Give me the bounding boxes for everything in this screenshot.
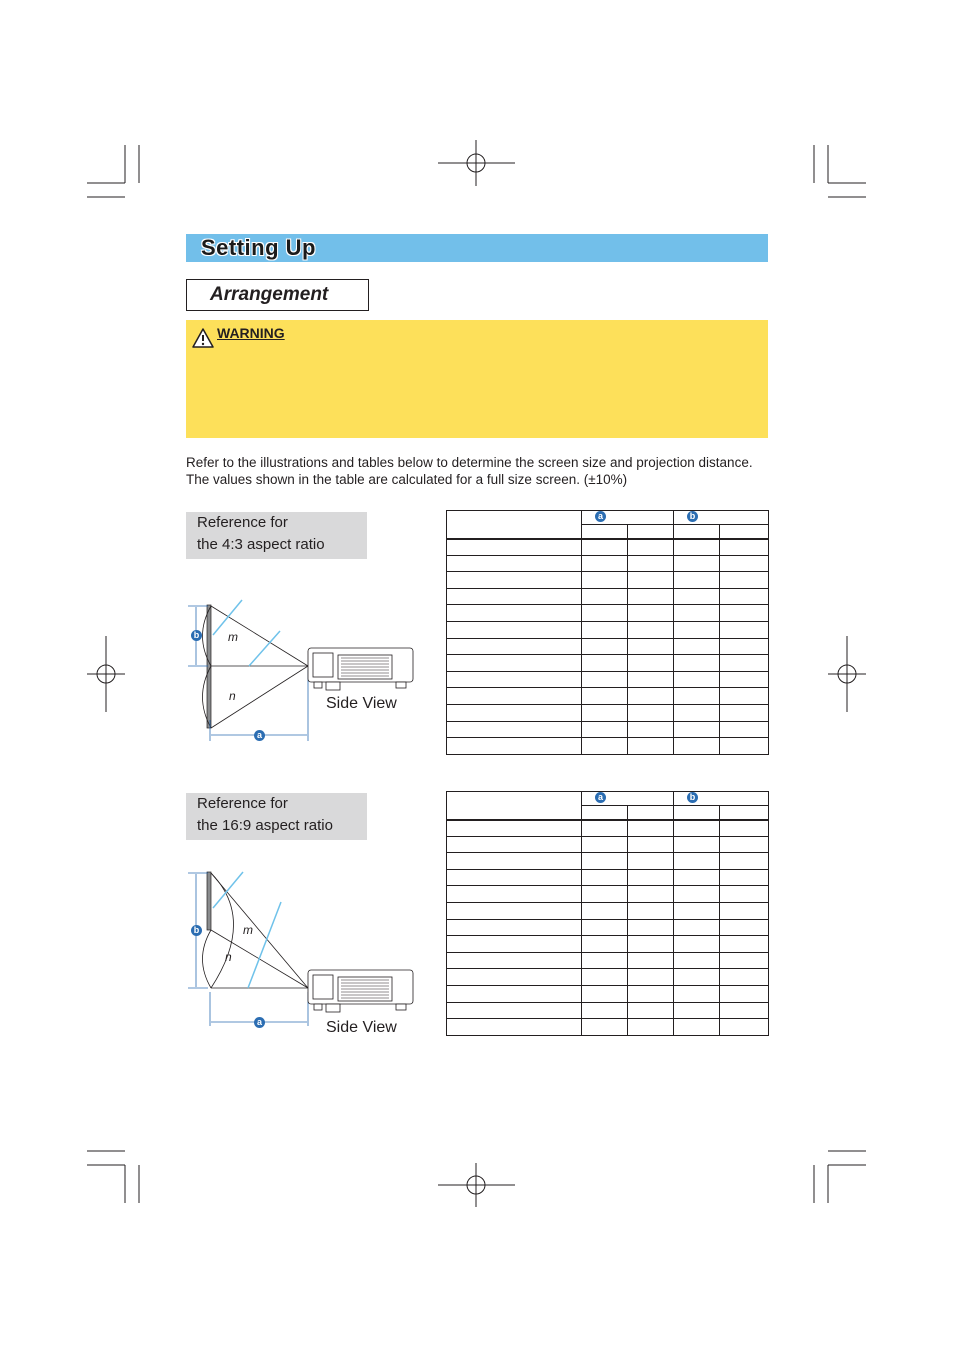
table-cell [674, 886, 720, 903]
page-title: Setting Up [201, 235, 316, 260]
table-cell [674, 853, 720, 870]
warning-box [186, 320, 768, 438]
table-row [447, 853, 769, 870]
side-view-diagram-169 [186, 864, 421, 1029]
table-cell [720, 836, 769, 853]
table-row [447, 621, 769, 638]
projection-table-43-body [447, 511, 769, 755]
table-row [447, 902, 769, 919]
warning-triangle-icon [192, 328, 214, 348]
table-cell [447, 985, 582, 1002]
table-row [447, 588, 769, 605]
table-cell [674, 605, 720, 622]
table-cell [720, 704, 769, 721]
table-cell [628, 886, 674, 903]
reference-43-line2: the 4:3 aspect ratio [197, 536, 325, 553]
marker-a-icon: a [595, 792, 606, 803]
table-cell [720, 621, 769, 638]
table-cell [674, 952, 720, 969]
reference-43-line1: Reference for [197, 514, 288, 531]
table-cell [628, 638, 674, 655]
table-cell [628, 539, 674, 556]
header-a-cell [582, 792, 674, 806]
table-row [447, 1002, 769, 1019]
projection-table-169-body [447, 792, 769, 1036]
table-cell [674, 936, 720, 953]
table-cell [720, 588, 769, 605]
table-cell [628, 985, 674, 1002]
marker-b-169: b [191, 925, 202, 936]
table-cell [628, 555, 674, 572]
subheader-cell [582, 806, 628, 820]
table-cell [447, 572, 582, 589]
table-header-row [447, 792, 769, 806]
table-cell [447, 969, 582, 986]
table-header-row [447, 511, 769, 525]
table-row [447, 555, 769, 572]
table-cell [674, 588, 720, 605]
table-cell [628, 1019, 674, 1036]
table-cell [628, 588, 674, 605]
table-cell [447, 638, 582, 655]
header-empty-cell [447, 792, 582, 820]
table-cell [628, 919, 674, 936]
header-b-cell [674, 792, 769, 806]
table-cell [720, 688, 769, 705]
table-cell [628, 936, 674, 953]
table-cell [582, 869, 628, 886]
table-cell [447, 836, 582, 853]
marker-b-icon: b [687, 792, 698, 803]
table-cell [628, 704, 674, 721]
reference-169-line2: the 16:9 aspect ratio [197, 817, 333, 834]
table-cell [674, 1019, 720, 1036]
marker-a-169: a [254, 1017, 265, 1028]
label-m-43: m [228, 630, 238, 644]
table-cell [628, 572, 674, 589]
table-row [447, 688, 769, 705]
side-view-label-43: Side View [326, 695, 397, 712]
side-view-diagram-43 [186, 595, 421, 745]
table-cell [447, 1019, 582, 1036]
table-row [447, 721, 769, 738]
table-cell [674, 836, 720, 853]
table-cell [628, 671, 674, 688]
table-cell [674, 655, 720, 672]
table-cell [582, 1002, 628, 1019]
table-cell [582, 572, 628, 589]
intro-paragraph: Refer to the illustrations and tables below to determine the screen size and projection distance. The values shown in the table are calculated for a full size screen. (±10%) [186, 455, 753, 487]
table-cell [447, 704, 582, 721]
table-cell [582, 985, 628, 1002]
table-row [447, 1019, 769, 1036]
table-cell [674, 704, 720, 721]
subheader-cell [720, 525, 769, 539]
table-cell [447, 936, 582, 953]
marker-a-icon: a [595, 511, 606, 522]
table-cell [720, 638, 769, 655]
table-cell [674, 902, 720, 919]
table-cell [720, 738, 769, 755]
table-cell [674, 539, 720, 556]
subheader-cell [720, 806, 769, 820]
subheader-cell [674, 525, 720, 539]
table-cell [720, 655, 769, 672]
table-row [447, 919, 769, 936]
section-heading-box [186, 279, 369, 311]
table-cell [628, 721, 674, 738]
table-cell [628, 869, 674, 886]
table-cell [582, 738, 628, 755]
table-cell [674, 621, 720, 638]
table-row [447, 820, 769, 837]
table-cell [447, 605, 582, 622]
table-cell [582, 605, 628, 622]
table-cell [720, 1019, 769, 1036]
reference-169-line1: Reference for [197, 795, 288, 812]
table-cell [674, 572, 720, 589]
table-cell [674, 1002, 720, 1019]
table-cell [720, 572, 769, 589]
table-cell [582, 853, 628, 870]
table-cell [447, 952, 582, 969]
table-cell [720, 936, 769, 953]
table-row [447, 836, 769, 853]
table-cell [720, 605, 769, 622]
table-cell [674, 555, 720, 572]
table-cell [447, 902, 582, 919]
table-cell [582, 671, 628, 688]
table-cell [628, 969, 674, 986]
table-cell [628, 836, 674, 853]
table-cell [447, 555, 582, 572]
header-empty-cell [447, 511, 582, 539]
table-cell [582, 952, 628, 969]
projection-table-43 [446, 510, 769, 755]
marker-a-43: a [254, 730, 265, 741]
table-cell [447, 671, 582, 688]
label-n-43: n [229, 689, 236, 703]
table-cell [447, 738, 582, 755]
table-cell [628, 621, 674, 638]
table-cell [628, 902, 674, 919]
table-cell [582, 688, 628, 705]
table-cell [447, 588, 582, 605]
header-b-cell [674, 511, 769, 525]
table-cell [582, 886, 628, 903]
table-cell [674, 820, 720, 837]
table-cell [674, 869, 720, 886]
table-cell [720, 853, 769, 870]
table-cell [447, 886, 582, 903]
table-cell [720, 721, 769, 738]
table-cell [628, 820, 674, 837]
table-row [447, 655, 769, 672]
label-m-169: m [243, 923, 253, 937]
table-cell [720, 820, 769, 837]
table-cell [674, 738, 720, 755]
table-cell [582, 820, 628, 837]
table-cell [720, 886, 769, 903]
table-cell [582, 704, 628, 721]
projection-table-169 [446, 791, 769, 1036]
marker-b-43: b [191, 630, 202, 641]
subheader-cell [628, 806, 674, 820]
header-a-cell [582, 511, 674, 525]
label-n-169: n [225, 950, 232, 964]
table-cell [582, 836, 628, 853]
reference-169-label-box [186, 793, 367, 840]
table-cell [447, 869, 582, 886]
table-cell [582, 902, 628, 919]
table-cell [582, 555, 628, 572]
table-cell [674, 985, 720, 1002]
table-cell [720, 902, 769, 919]
table-cell [447, 688, 582, 705]
table-cell [447, 721, 582, 738]
table-cell [582, 588, 628, 605]
subheader-cell [582, 525, 628, 539]
table-cell [720, 952, 769, 969]
table-cell [582, 539, 628, 556]
table-cell [447, 853, 582, 870]
warning-label: WARNING [217, 325, 285, 341]
table-cell [674, 721, 720, 738]
table-row [447, 936, 769, 953]
marker-b-icon: b [687, 511, 698, 522]
table-cell [674, 969, 720, 986]
table-cell [447, 1002, 582, 1019]
table-cell [628, 1002, 674, 1019]
table-cell [447, 539, 582, 556]
table-cell [720, 555, 769, 572]
table-row [447, 738, 769, 755]
table-cell [582, 969, 628, 986]
table-cell [582, 919, 628, 936]
subheader-cell [674, 806, 720, 820]
table-row [447, 869, 769, 886]
table-row [447, 704, 769, 721]
table-cell [628, 738, 674, 755]
page-title-bar [186, 234, 768, 262]
table-cell [582, 1019, 628, 1036]
side-view-label-169: Side View [326, 1019, 397, 1036]
table-row [447, 952, 769, 969]
table-cell [582, 621, 628, 638]
table-cell [582, 655, 628, 672]
table-cell [674, 688, 720, 705]
table-cell [447, 621, 582, 638]
table-row [447, 638, 769, 655]
table-cell [582, 638, 628, 655]
table-cell [447, 655, 582, 672]
table-cell [628, 952, 674, 969]
table-row [447, 539, 769, 556]
table-cell [628, 655, 674, 672]
table-row [447, 985, 769, 1002]
table-cell [720, 1002, 769, 1019]
table-cell [628, 605, 674, 622]
table-cell [720, 539, 769, 556]
table-cell [628, 688, 674, 705]
table-cell [674, 919, 720, 936]
table-cell [447, 919, 582, 936]
table-cell [674, 671, 720, 688]
table-cell [720, 919, 769, 936]
table-row [447, 886, 769, 903]
table-cell [720, 969, 769, 986]
reference-43-label-box [186, 512, 367, 559]
table-cell [720, 985, 769, 1002]
table-row [447, 572, 769, 589]
table-cell [674, 638, 720, 655]
table-cell [720, 671, 769, 688]
subheader-cell [628, 525, 674, 539]
table-row [447, 671, 769, 688]
table-row [447, 605, 769, 622]
table-cell [447, 820, 582, 837]
table-cell [628, 853, 674, 870]
table-cell [582, 936, 628, 953]
table-row [447, 969, 769, 986]
table-cell [720, 869, 769, 886]
table-cell [582, 721, 628, 738]
section-title: Arrangement [210, 284, 329, 305]
